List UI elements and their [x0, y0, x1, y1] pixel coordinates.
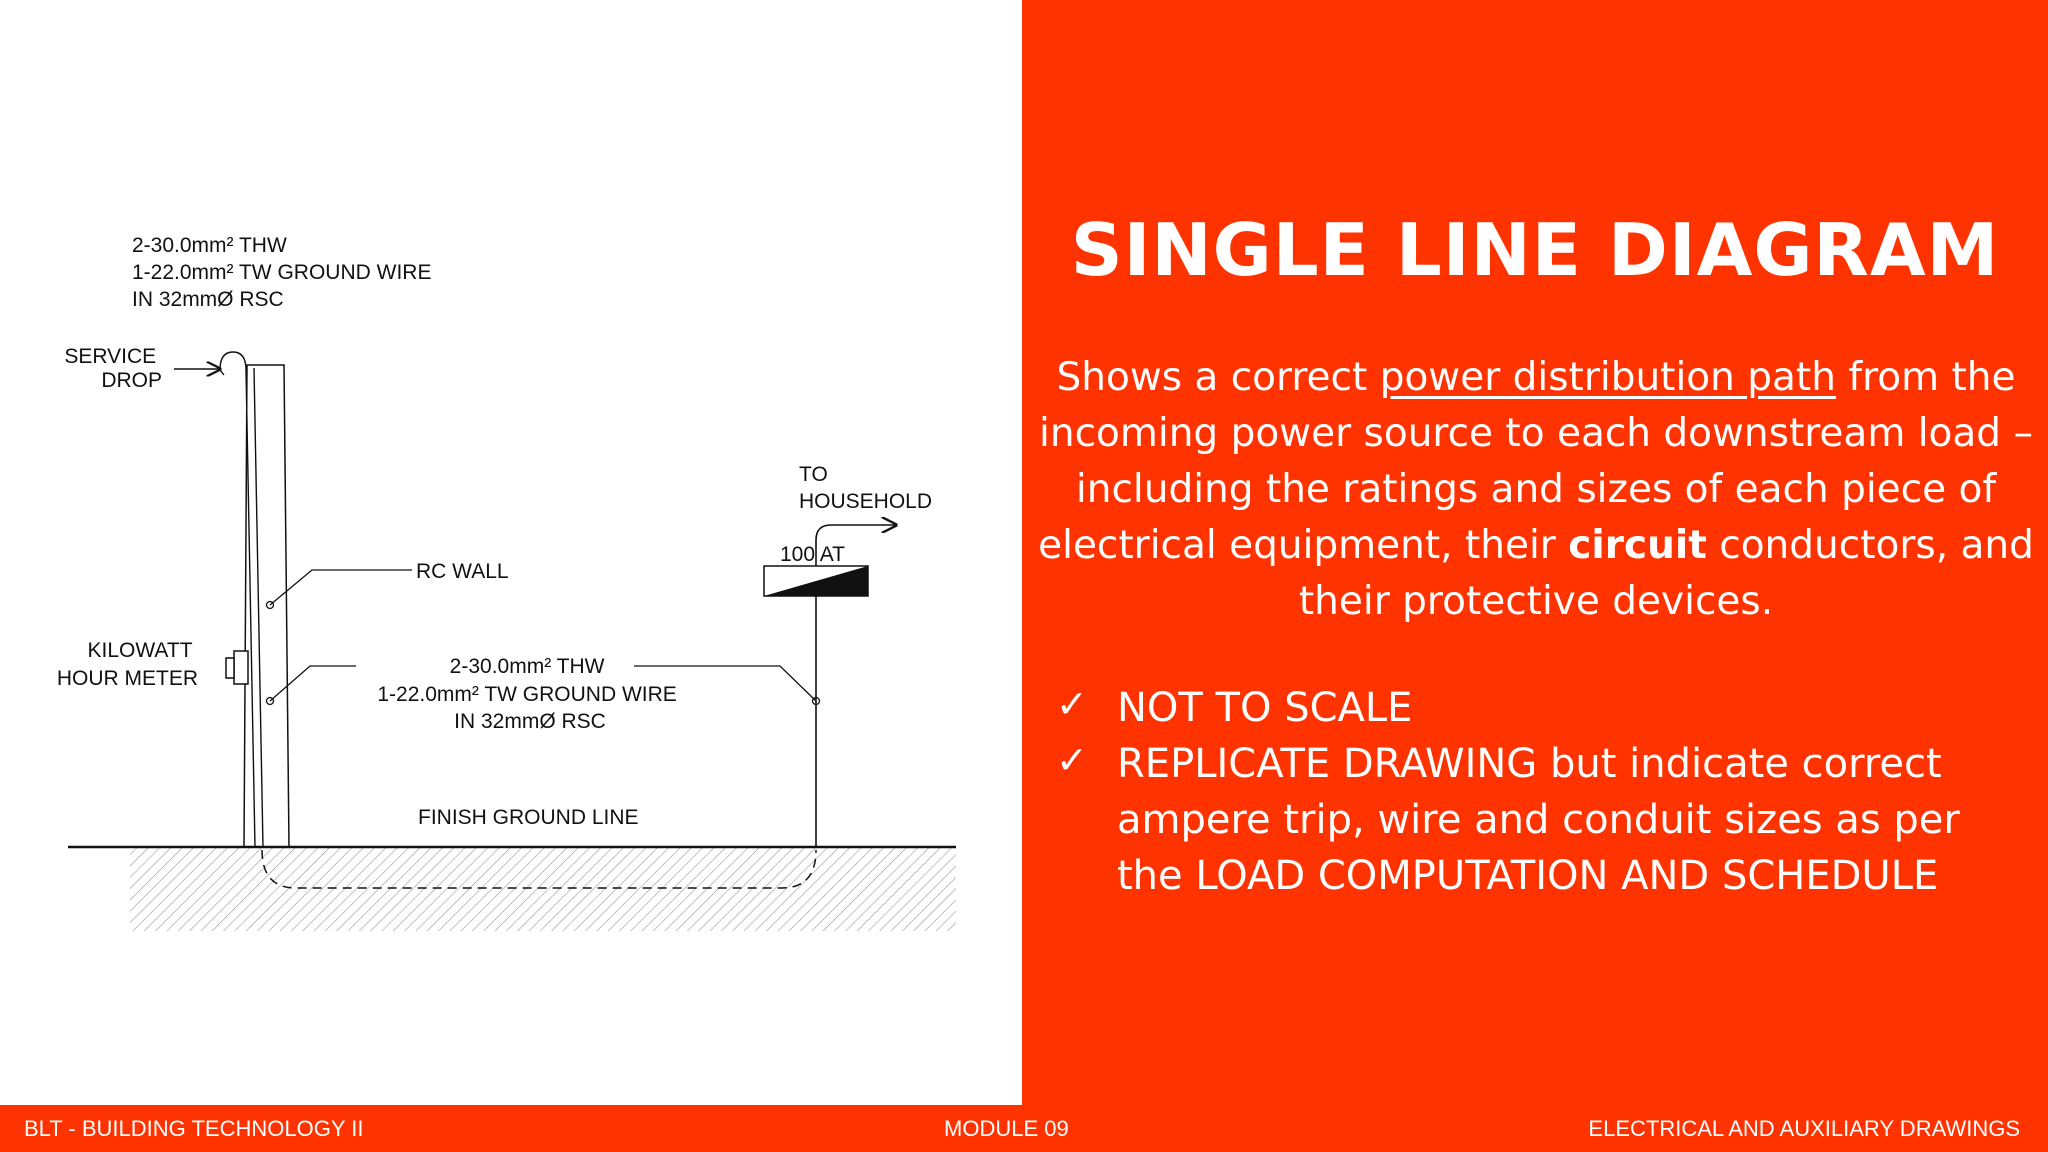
kwh-meter-box [234, 651, 248, 684]
footer-module: MODULE 09 [944, 1116, 1069, 1141]
single-line-diagram [0, 0, 1022, 1105]
checklist-item [1042, 736, 2032, 904]
top-wire-note: 2-30.0mm² THW 1-22.0mm² TW GROUND WIRE IN 32mmØ RSC [132, 234, 432, 311]
checklist-caps: NOT TO SCALE [1117, 685, 1413, 731]
kwh-meter-face [226, 658, 234, 678]
desc-text: conductors, and their protective devices. [1298, 523, 2034, 624]
desc-bold-text: circuit [1568, 523, 1707, 568]
mid-wire-note: 2-30.0mm² THW 1-22.0mm² TW GROUND WIRE IN 32mmØ RSC [377, 655, 677, 733]
checklist-caps: REPLICATE DRAWING [1117, 741, 1538, 787]
checkmark-icon: ✓ [1056, 738, 1088, 782]
slide-title: SINGLE LINE DIAGRAM [1070, 208, 2000, 292]
desc-text: Shows a correct [1056, 355, 1380, 400]
desc-text: from the incoming power source to each downstream load – including the ratings and sizes of each piece of electrical equipment, their [1038, 355, 2033, 568]
checklist-text: but indicate correct ampere trip, wire and conduit sizes as per the LOAD COMPUTATION AND SCHEDULE [1117, 741, 1960, 899]
ground-hatch [130, 847, 956, 931]
checklist-item [1042, 680, 2032, 736]
description [1034, 350, 2038, 630]
rc-wall-leader [270, 570, 412, 605]
finish-ground-line-label: FINISH GROUND LINE [418, 806, 639, 829]
footer-topic: ELECTRICAL AND AUXILIARY DRAWINGS [1588, 1116, 2020, 1141]
footer-course: BLT - BUILDING TECHNOLOGY II [24, 1116, 364, 1141]
service-drop-label: SERVICE DROP [64, 345, 162, 392]
breaker-rating-label: 100 AT [780, 543, 845, 566]
footer-bar [0, 1105, 2048, 1152]
desc-link-text: power distribution path [1379, 355, 1836, 400]
checklist [1042, 680, 2032, 904]
conduit-leader-left [270, 666, 356, 701]
checkmark-icon: ✓ [1056, 682, 1088, 726]
rc-wall-label: RC WALL [416, 560, 509, 583]
service-conduit [220, 352, 263, 847]
info-panel [1022, 0, 2048, 1105]
kwh-meter-label: KILOWATT HOUR METER [56, 639, 198, 690]
to-household-label: TO HOUSEHOLD [799, 463, 933, 513]
